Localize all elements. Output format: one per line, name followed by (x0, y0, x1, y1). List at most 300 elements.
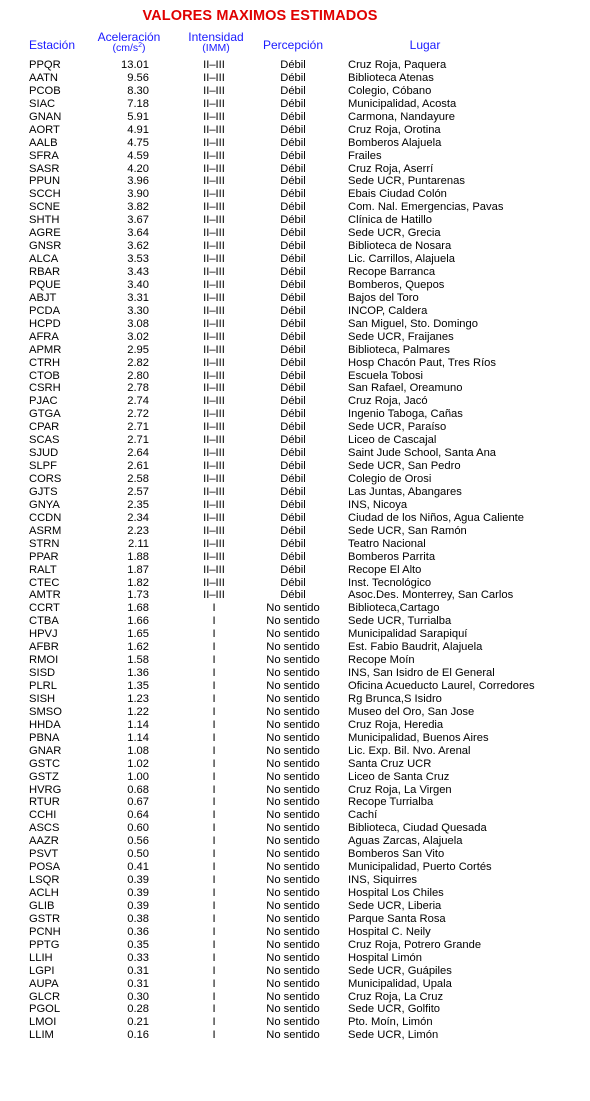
table-row (0, 150, 590, 163)
intensity-value: I (212, 835, 216, 848)
table-row (0, 615, 590, 628)
intensity-value: II–III (203, 149, 225, 162)
table-row (0, 460, 590, 473)
acceleration-value: 0.36 (127, 925, 149, 938)
perception-value: No sentido (266, 887, 320, 899)
intensity-value: II–III (203, 110, 225, 123)
station-code: GTGA (29, 408, 61, 421)
table-row (0, 745, 590, 758)
acceleration-value: 0.31 (127, 964, 149, 977)
acceleration-value: 2.95 (127, 343, 149, 356)
acceleration-value: 2.82 (127, 356, 149, 369)
perception-value: No sentido (266, 667, 320, 680)
table-row (0, 486, 590, 499)
acceleration-value: 1.65 (127, 628, 149, 641)
column-header-station: Estación (29, 38, 76, 52)
table-row (0, 370, 590, 383)
table-row (0, 939, 590, 952)
perception-value: No sentido (266, 912, 320, 925)
perception-value: Débil (280, 149, 306, 162)
acceleration-value: 1.36 (127, 667, 149, 680)
acceleration-value: 1.58 (127, 654, 149, 667)
table-row (0, 654, 590, 667)
perception-value: Débil (280, 498, 306, 511)
table-row (0, 589, 590, 602)
table-row (0, 1003, 590, 1016)
acceleration-value: 0.67 (127, 796, 149, 809)
acceleration-value: 0.30 (127, 990, 149, 1003)
table-row (0, 628, 590, 641)
perception-value: Débil (280, 537, 306, 550)
station-code: SMSO (29, 705, 62, 718)
place-name: Com. Nal. Emergencias, Pavas (348, 201, 504, 214)
perception-value: Débil (280, 382, 306, 395)
place-name: INS, San Isidro de El General (348, 667, 495, 680)
table-row (0, 900, 590, 913)
table-row (0, 706, 590, 719)
perception-value: No sentido (266, 925, 320, 938)
table-row (0, 447, 590, 460)
station-code: AALB (29, 136, 58, 149)
place-name: Cruz Roja, Potrero Grande (348, 938, 482, 951)
perception-value: Débil (280, 434, 306, 447)
place-name: Bomberos, Quepos (348, 278, 445, 291)
acceleration-value: 1.62 (127, 641, 149, 654)
place-name: San Miguel, Sto. Domingo (348, 317, 478, 330)
perception-value: Débil (280, 278, 306, 291)
acceleration-value: 1.68 (127, 602, 149, 615)
table-row (0, 1029, 590, 1042)
intensity-value: II–III (203, 330, 225, 343)
intensity-value: II–III (203, 382, 225, 395)
station-code: GNYA (29, 498, 60, 511)
place-name: Pto. Moín, Limón (348, 1016, 433, 1029)
intensity-value: II–III (203, 576, 225, 589)
acceleration-value: 2.72 (127, 408, 149, 421)
station-code: CTOB (29, 369, 60, 382)
place-name: Las Juntas, Abangares (348, 485, 462, 498)
table-row (0, 305, 590, 318)
perception-value: No sentido (266, 757, 320, 770)
place-name: Sede UCR, Fraijanes (348, 330, 454, 343)
intensity-value: II–III (203, 408, 225, 421)
station-code: AUPA (29, 977, 59, 990)
intensity-value: I (212, 731, 216, 744)
table-row (0, 784, 590, 797)
place-name: Biblioteca,Cartago (348, 602, 440, 615)
intensity-value: II–III (203, 537, 225, 550)
station-code: GSTC (29, 757, 61, 770)
perception-value: No sentido (266, 1029, 320, 1042)
acceleration-value: 2.35 (127, 498, 149, 511)
unit-base: (cm/s (112, 42, 139, 54)
intensity-value: I (212, 1003, 216, 1016)
station-code: HVRG (29, 783, 62, 796)
table-row (0, 667, 590, 680)
perception-value: No sentido (266, 692, 320, 705)
station-code: APMR (29, 343, 62, 356)
perception-value: Débil (280, 447, 306, 460)
table-row (0, 201, 590, 214)
table-row (0, 85, 590, 98)
table-row (0, 861, 590, 874)
place-name: Cruz Roja, Heredia (348, 718, 444, 731)
station-code: SISD (29, 667, 56, 680)
station-code: SCNE (29, 201, 61, 214)
table-row (0, 848, 590, 861)
acceleration-value: 3.53 (127, 253, 149, 266)
intensity-value: I (212, 977, 216, 990)
acceleration-value: 1.73 (127, 589, 149, 602)
acceleration-value: 0.31 (127, 977, 149, 990)
acceleration-value: 4.20 (127, 162, 149, 175)
perception-value: Débil (280, 266, 306, 278)
perception-value: No sentido (266, 654, 320, 667)
perception-value: No sentido (266, 705, 320, 718)
station-code: ABJT (29, 291, 57, 304)
perception-value: No sentido (266, 744, 320, 757)
perception-value: No sentido (266, 822, 320, 835)
intensity-value: II–III (203, 498, 225, 511)
page-title: VALORES MAXIMOS ESTIMADOS (142, 8, 378, 24)
station-code: RBAR (29, 266, 61, 278)
acceleration-value: 0.21 (127, 1016, 149, 1029)
station-code: SISH (29, 692, 56, 705)
perception-value: Débil (280, 227, 306, 240)
acceleration-value: 1.66 (127, 615, 149, 628)
intensity-value: II–III (203, 356, 225, 369)
acceleration-value: 1.02 (127, 757, 149, 770)
station-code: ALCA (29, 253, 59, 266)
intensity-value: II–III (203, 524, 225, 537)
table-row (0, 978, 590, 991)
place-name: Recope Barranca (348, 266, 436, 278)
perception-value: Débil (280, 291, 306, 304)
perception-value: Débil (280, 563, 306, 576)
perception-value: No sentido (266, 848, 320, 861)
table-row (0, 227, 590, 240)
place-name: Colegio de Orosi (348, 473, 432, 485)
place-name: Municipalidad, Acosta (348, 97, 457, 110)
place-name: Sede UCR, Guápiles (348, 964, 452, 977)
station-code: SIAC (29, 97, 56, 110)
perception-value: No sentido (266, 861, 320, 874)
station-code: AATN (29, 71, 59, 84)
place-name: INCOP, Caldera (348, 304, 428, 317)
intensity-value: I (212, 692, 216, 705)
station-code: LSQR (29, 874, 60, 887)
place-name: Cruz Roja, Paquera (348, 59, 447, 71)
station-code: HCPD (29, 317, 61, 330)
station-code: GNSR (29, 240, 62, 253)
station-code: LLIH (29, 951, 53, 964)
station-code: CCDN (29, 511, 62, 524)
acceleration-value: 2.11 (128, 537, 149, 550)
station-code: LLIM (29, 1029, 54, 1042)
perception-value: No sentido (266, 796, 320, 809)
intensity-value: I (212, 1016, 216, 1029)
intensity-value: II–III (203, 123, 225, 136)
place-name: Liceo de Santa Cruz (348, 770, 450, 783)
table-row (0, 719, 590, 732)
place-name: Liceo de Cascajal (348, 434, 437, 447)
perception-value: Débil (280, 576, 306, 589)
table-row (0, 434, 590, 447)
perception-value: No sentido (266, 641, 320, 654)
perception-value: Débil (280, 110, 306, 123)
station-code: AAZR (29, 835, 59, 848)
perception-value: Débil (280, 524, 306, 537)
intensity-value: I (212, 1029, 216, 1042)
place-name: Sede UCR, San Ramón (348, 524, 467, 537)
acceleration-value: 0.38 (127, 912, 149, 925)
station-code: GLCR (29, 990, 61, 1003)
acceleration-value: 1.23 (127, 692, 149, 705)
acceleration-value: 4.91 (127, 123, 149, 136)
column-header-place: Lugar (409, 38, 441, 52)
station-code: CTEC (29, 576, 60, 589)
station-code: GNAR (29, 744, 62, 757)
intensity-value: I (212, 822, 216, 835)
perception-value: No sentido (266, 1016, 320, 1029)
station-code: ACLH (29, 887, 59, 899)
intensity-value: II–III (203, 59, 225, 71)
station-code: ASCS (29, 822, 60, 835)
intensity-value: I (212, 628, 216, 641)
station-code: GNAN (29, 110, 62, 123)
place-name: Escuela Tobosi (348, 369, 424, 382)
table-row (0, 693, 590, 706)
acceleration-value: 1.00 (127, 770, 149, 783)
place-name: Clínica de Hatillo (348, 214, 432, 227)
place-name: Est. Fabio Baudrit, Alajuela (348, 641, 483, 654)
perception-value: Débil (280, 175, 306, 188)
place-name: Aguas Zarcas, Alajuela (348, 835, 463, 848)
table-row (0, 214, 590, 227)
place-name: Municipalidad, Puerto Cortés (348, 861, 492, 874)
place-name: Recope Moín (348, 654, 415, 667)
acceleration-value: 4.75 (127, 136, 149, 149)
table-row (0, 240, 590, 253)
station-code: SFRA (29, 149, 59, 162)
acceleration-value: 5.91 (127, 110, 149, 123)
table-row (0, 680, 590, 693)
intensity-value: I (212, 667, 216, 680)
intensity-value: II–III (203, 84, 225, 97)
table-row (0, 991, 590, 1004)
station-code: AGRE (29, 227, 61, 240)
place-name: Sede UCR, Limón (348, 1029, 439, 1042)
perception-value: No sentido (266, 680, 320, 692)
intensity-value: II–III (203, 460, 225, 473)
intensity-value: II–III (203, 447, 225, 460)
table-row (0, 835, 590, 848)
perception-value: Débil (280, 369, 306, 382)
column-header-perception: Percepción (262, 38, 324, 52)
station-code: AORT (29, 123, 60, 136)
station-code: HHDA (29, 718, 61, 731)
place-name: Lic. Carrillos, Alajuela (348, 253, 455, 266)
intensity-value: I (212, 641, 216, 654)
perception-value: No sentido (266, 899, 320, 912)
station-code: CORS (29, 473, 62, 485)
table-row (0, 771, 590, 784)
station-code: PPAR (29, 550, 59, 563)
intensity-value: II–III (203, 563, 225, 576)
table-row (0, 344, 590, 357)
acceleration-value: 1.14 (127, 718, 149, 731)
table-row (0, 965, 590, 978)
table-row (0, 809, 590, 822)
table-row (0, 952, 590, 965)
intensity-value: II–III (203, 162, 225, 175)
column-header-acceleration-label: Aceleración (97, 30, 161, 44)
acceleration-value: 3.90 (127, 188, 149, 201)
perception-value: No sentido (266, 615, 320, 628)
station-code: PJAC (29, 395, 58, 408)
intensity-value: II–III (203, 291, 225, 304)
station-code: PCOB (29, 84, 61, 97)
table-row (0, 408, 590, 421)
station-code: RTUR (29, 796, 60, 809)
table-row (0, 551, 590, 564)
station-code: PPUN (29, 175, 61, 188)
perception-value: Débil (280, 485, 306, 498)
acceleration-value: 3.31 (127, 291, 149, 304)
intensity-value: II–III (203, 343, 225, 356)
station-code: PSVT (29, 848, 59, 861)
acceleration-value: 0.64 (127, 809, 149, 822)
place-name: Colegio, Cóbano (348, 84, 432, 97)
place-name: Biblioteca, Ciudad Quesada (348, 822, 487, 835)
place-name: Cruz Roja, La Virgen (348, 783, 452, 796)
perception-value: No sentido (266, 990, 320, 1003)
perception-value: Débil (280, 550, 306, 563)
acceleration-value: 3.62 (127, 240, 149, 253)
acceleration-value: 3.43 (127, 266, 149, 278)
place-name: Hosp Chacón Paut, Tres Ríos (348, 356, 496, 369)
acceleration-value: 0.39 (127, 874, 149, 887)
perception-value: Débil (280, 97, 306, 110)
intensity-value: I (212, 925, 216, 938)
place-name: Saint Jude School, Santa Ana (348, 447, 497, 460)
perception-value: No sentido (266, 718, 320, 731)
perception-value: No sentido (266, 835, 320, 848)
intensity-value: I (212, 757, 216, 770)
station-code: SLPF (29, 460, 57, 473)
acceleration-value: 0.60 (127, 822, 149, 835)
station-code: CCRT (29, 602, 60, 615)
acceleration-value: 1.22 (127, 705, 149, 718)
place-name: Sede UCR, Puntarenas (348, 175, 465, 188)
acceleration-value: 0.16 (127, 1029, 149, 1042)
acceleration-value: 2.71 (127, 434, 149, 447)
place-name: Rg Brunca,S Isidro (348, 692, 442, 705)
intensity-value: II–III (203, 473, 225, 485)
table-row (0, 163, 590, 176)
acceleration-value: 3.96 (127, 175, 149, 188)
acceleration-value: 0.50 (127, 848, 149, 861)
intensity-value: I (212, 938, 216, 951)
table-row (0, 758, 590, 771)
acceleration-value: 2.23 (127, 524, 149, 537)
station-code: AMTR (29, 589, 61, 602)
place-name: Santa Cruz UCR (348, 757, 432, 770)
table-row (0, 822, 590, 835)
perception-value: Débil (280, 460, 306, 473)
table-row (0, 124, 590, 137)
table-row (0, 188, 590, 201)
acceleration-value: 3.67 (127, 214, 149, 227)
place-name: Bomberos Alajuela (348, 136, 442, 149)
station-code: CCHI (29, 809, 57, 822)
acceleration-value: 3.02 (127, 330, 149, 343)
perception-value: Débil (280, 162, 306, 175)
acceleration-value: 1.35 (127, 680, 149, 692)
intensity-value: I (212, 848, 216, 861)
station-code: GJTS (29, 485, 58, 498)
place-name: Asoc.Des. Monterrey, San Carlos (348, 589, 514, 602)
intensity-value: I (212, 874, 216, 887)
perception-value: Débil (280, 343, 306, 356)
intensity-value: II–III (203, 395, 225, 408)
table-row (0, 357, 590, 370)
station-code: SASR (29, 162, 60, 175)
station-code: SCCH (29, 188, 61, 201)
acceleration-value: 3.82 (127, 201, 149, 214)
intensity-value: II–III (203, 136, 225, 149)
station-code: STRN (29, 537, 60, 550)
perception-value: Débil (280, 59, 306, 71)
place-name: Sede UCR, Golfito (348, 1003, 441, 1016)
acceleration-value: 0.35 (127, 938, 149, 951)
station-code: PPQR (29, 59, 61, 71)
acceleration-value: 2.64 (127, 447, 149, 460)
perception-value: No sentido (266, 731, 320, 744)
place-name: Biblioteca, Palmares (348, 343, 450, 356)
perception-value: Débil (280, 240, 306, 253)
unit-exponent: 2 (138, 42, 143, 49)
station-code: POSA (29, 861, 61, 874)
place-name: INS, Nicoya (348, 498, 408, 511)
perception-value: No sentido (266, 874, 320, 887)
acceleration-value: 0.56 (127, 835, 149, 848)
table-row (0, 564, 590, 577)
table-row (0, 111, 590, 124)
station-code: AFBR (29, 641, 59, 654)
perception-value: Débil (280, 317, 306, 330)
acceleration-value: 2.34 (127, 511, 149, 524)
intensity-value: II–III (203, 240, 225, 253)
acceleration-value: 0.39 (127, 887, 149, 899)
table-row (0, 395, 590, 408)
table-row (0, 538, 590, 551)
table-row (0, 421, 590, 434)
column-header-intensity-unit: (IMM) (202, 42, 230, 54)
table-row (0, 577, 590, 590)
place-name: Bomberos San Vito (348, 848, 445, 861)
place-name: Recope El Alto (348, 563, 422, 576)
perception-value: Débil (280, 511, 306, 524)
table-row (0, 732, 590, 745)
table-row (0, 175, 590, 188)
perception-value: Débil (280, 253, 306, 266)
intensity-value: II–III (203, 253, 225, 266)
intensity-value: II–III (203, 201, 225, 214)
table-row (0, 318, 590, 331)
acceleration-value: 3.40 (127, 278, 149, 291)
intensity-value: I (212, 615, 216, 628)
